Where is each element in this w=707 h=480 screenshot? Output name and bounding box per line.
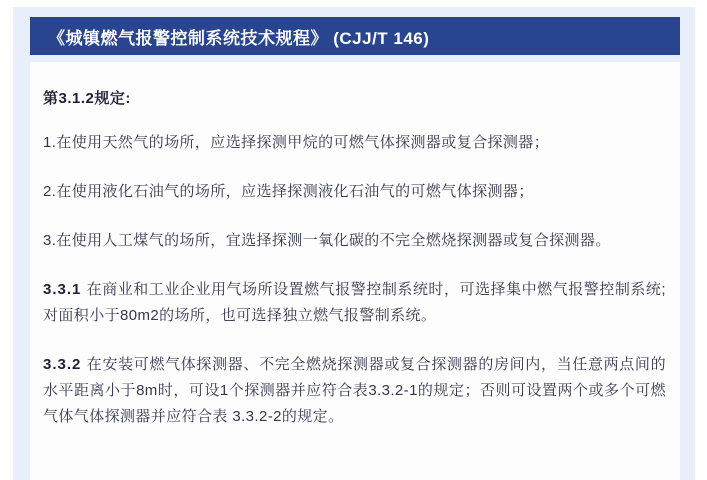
regulation-paragraph: 3.3.1 在商业和工业企业用气场所设置燃气报警控制系统时，可选择集中燃气报警控制系统;对面积小于80m2的场所，也可选择独立燃气报警制系统。 bbox=[43, 281, 667, 324]
document-title-bar bbox=[30, 17, 680, 55]
clause-number: 3.3.1 bbox=[43, 281, 87, 298]
section-heading: 第3.1.2规定: bbox=[43, 90, 131, 107]
paragraphs-container bbox=[43, 130, 666, 430]
regulation-paragraph: 2.在使用液化石油气的场所，应选择探测液化石油气的可燃气体探测器； bbox=[43, 183, 534, 200]
clause-number: 3.3.2 bbox=[43, 356, 87, 373]
regulation-paragraph: 3.在使用人工煤气的场所，宜选择探测一氧化碳的不完全燃烧探测器或复合探测器。 bbox=[43, 232, 611, 249]
document-title: 《城镇燃气报警控制系统技术规程》 (CJJ/T 146) bbox=[48, 28, 430, 48]
document-body-card bbox=[30, 62, 680, 480]
regulation-paragraph: 1.在使用天然气的场所，应选择探测甲烷的可燃气体探测器或复合探测器； bbox=[43, 134, 550, 151]
regulation-paragraph: 3.3.2 在安装可燃气体探测器、不完全燃烧探测器或复合探测器的房间内，当任意两点间的水平距离小于8m时，可设1个探测器并应符合表3.3.2-1的规定；否则可设置两个或多个可燃气体气体探测器并应符合表 3.3.2-2的规定。 bbox=[43, 356, 666, 425]
content-panel bbox=[13, 7, 695, 480]
